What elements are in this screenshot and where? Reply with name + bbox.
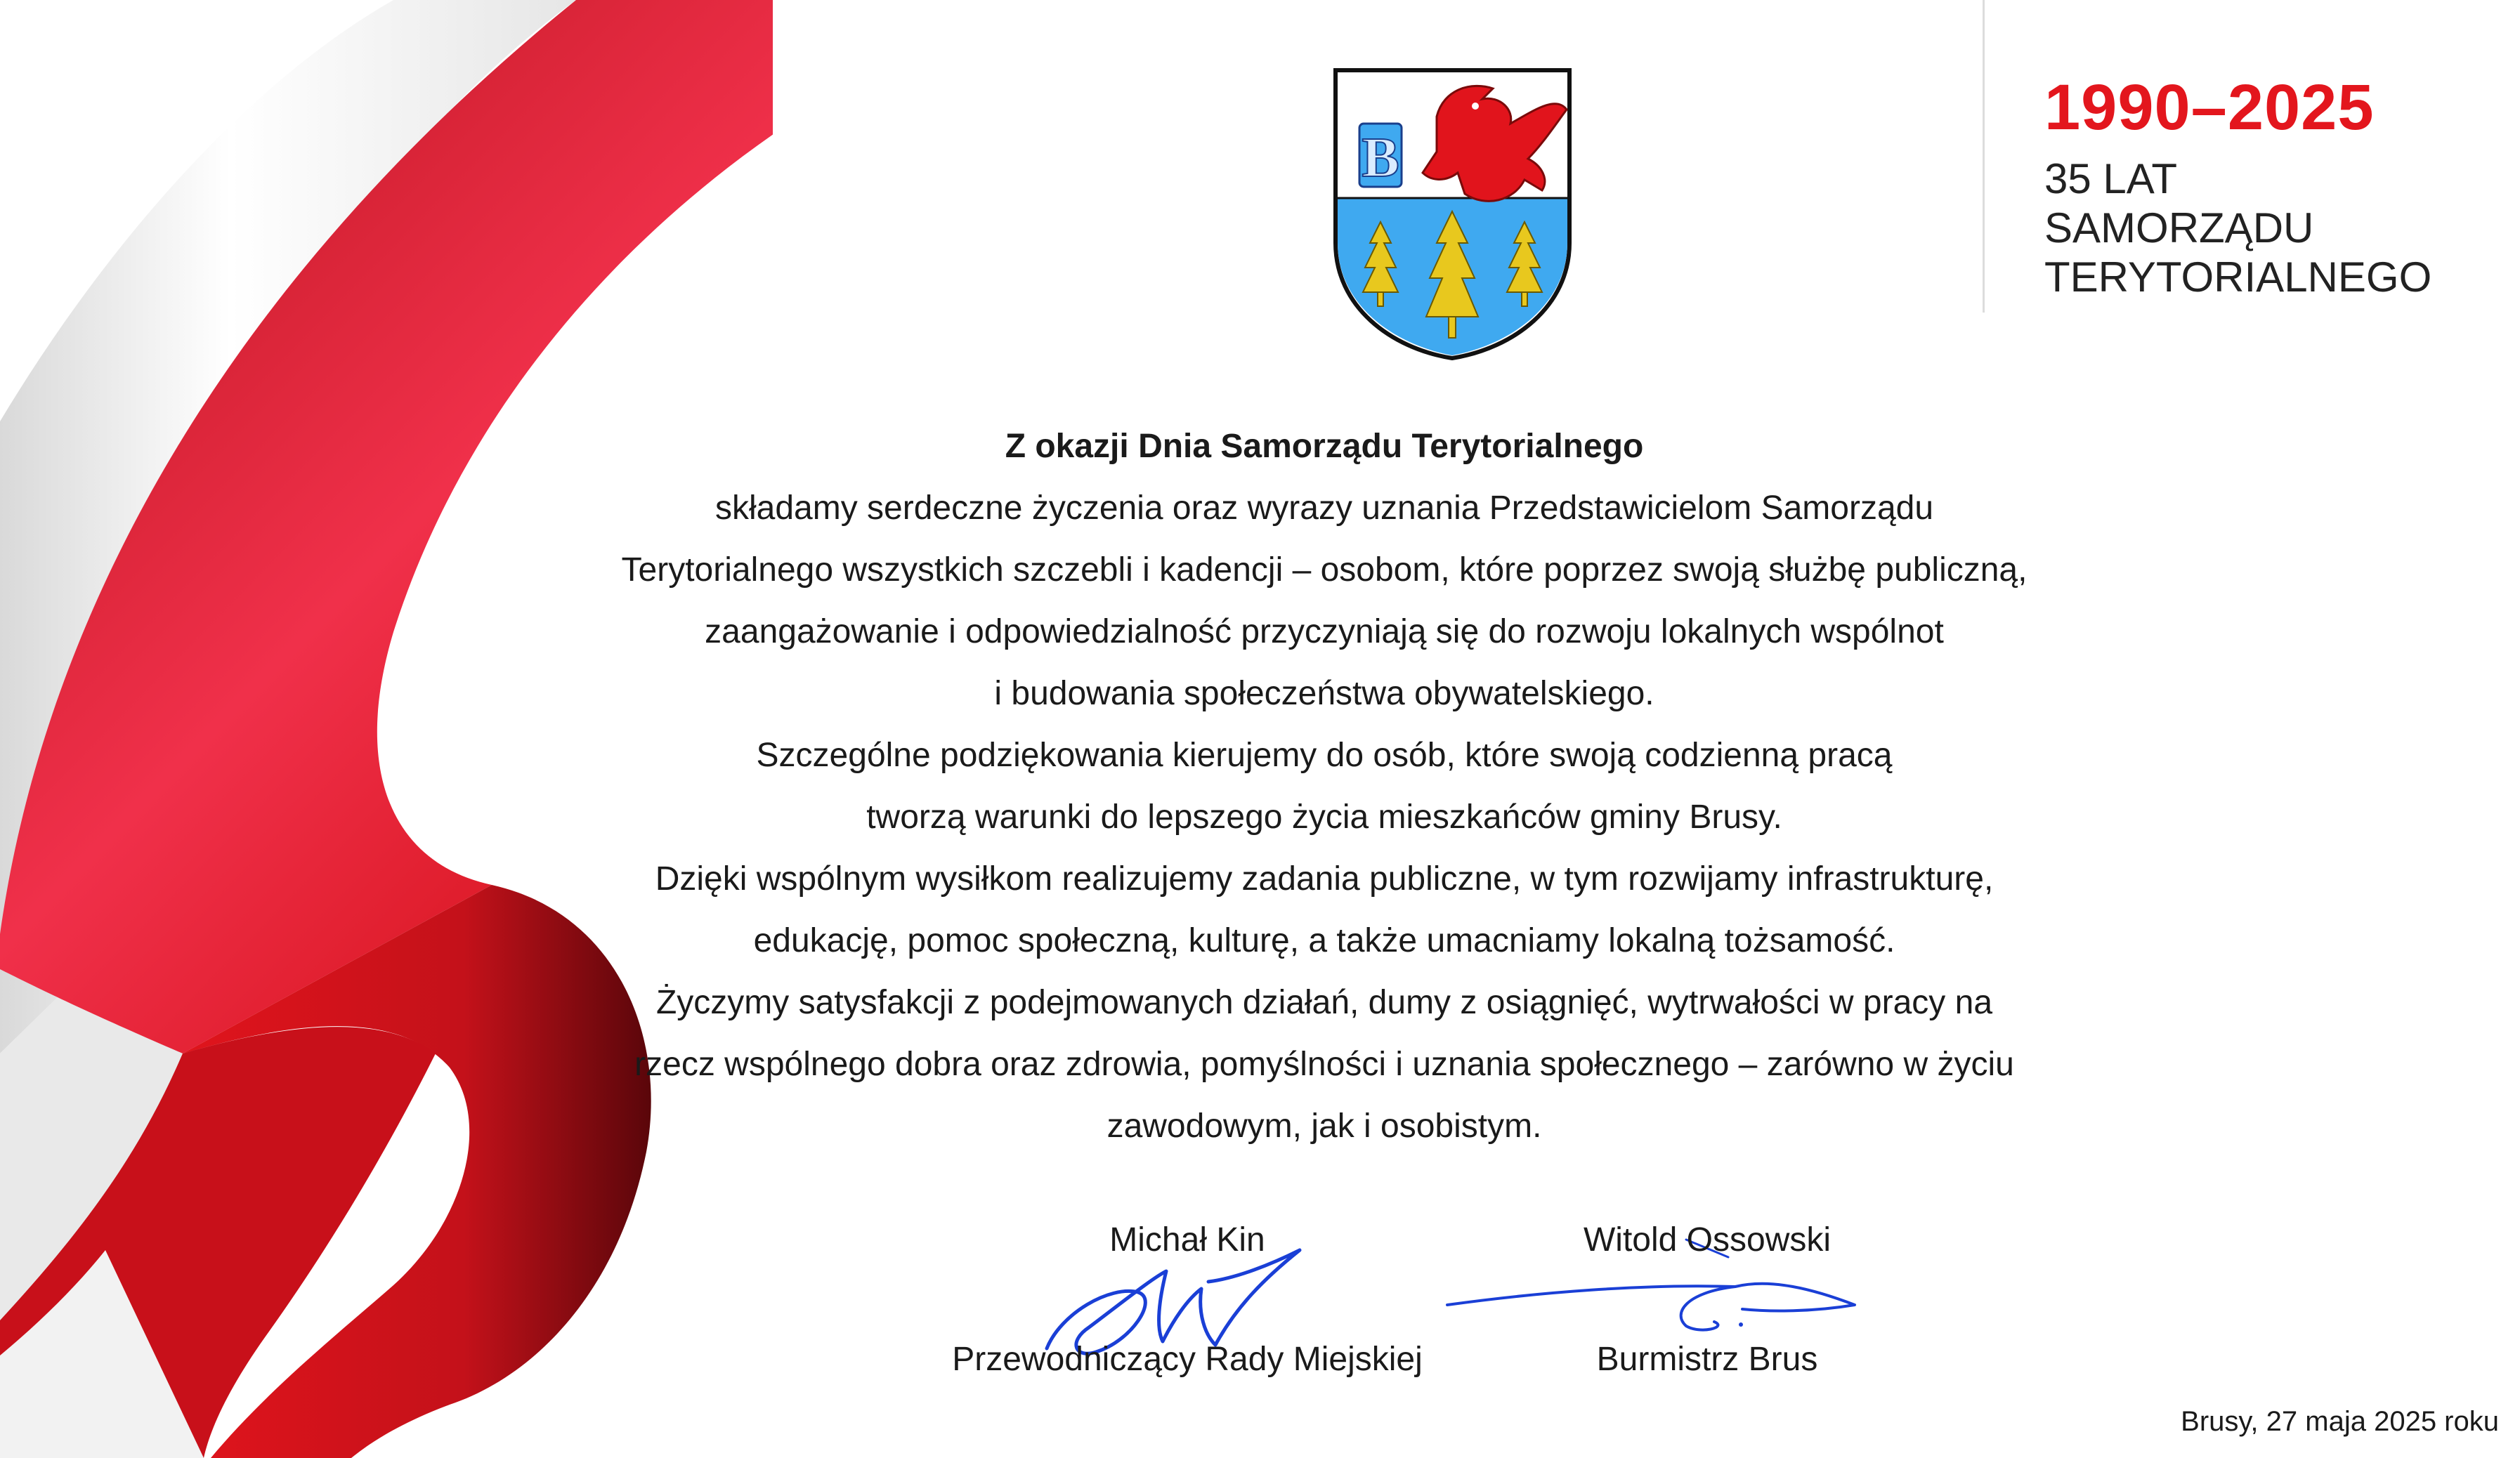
message-line: Szczególne podziękowania kierujemy do osób, które swoją codzienną pracą [756, 737, 1893, 774]
message-line: i budowania społeczeństwa obywatelskiego. [994, 675, 1654, 712]
message-line: rzecz wspólnego dobra oraz zdrowia, pomyślności i uznania społecznego – zarówno w życiu [634, 1046, 2014, 1083]
signatory-name: Michał Kin [1109, 1221, 1265, 1259]
town-coat-of-arms [1331, 67, 1574, 362]
message-line: Terytorialnego wszystkich szczebli i kadencji – osobom, które poprzez swoją służbę publiczną, [621, 551, 2028, 589]
anniversary-block [2044, 74, 2480, 302]
signatory-title: Burmistrz Brus [1596, 1341, 1818, 1378]
message-line: edukację, pomoc społeczną, kulturę, a także umacniamy lokalną tożsamość. [753, 922, 1895, 959]
message-line: tworzą warunki do lepszego życia mieszkańców gminy Brusy. [866, 799, 1782, 836]
svg-text:B: B [1362, 127, 1399, 189]
message-line: zaangażowanie i odpowiedzialność przyczyniają się do rozwoju lokalnych wspólnot [705, 613, 1944, 650]
place-and-date: Brusy, 27 maja 2025 roku [2181, 1406, 2499, 1437]
greeting-message [576, 416, 2072, 1157]
anniversary-line: TERYTORIALNEGO [2044, 253, 2432, 301]
message-line: Dzięki wspólnym wysiłkom realizujemy zadania publiczne, w tym rozwijamy infrastrukturę, [655, 860, 1994, 898]
vertical-divider [1983, 0, 1985, 313]
anniversary-years: 1990–2025 [2044, 72, 2375, 143]
message-line: składamy serdeczne życzenia oraz wyrazy uznania Przedstawicielom Samorządu [714, 490, 1934, 527]
message-line: zawodowym, jak i osobistym. [1106, 1108, 1542, 1145]
anniversary-line: SAMORZĄDU [2044, 204, 2314, 251]
signatory-title: Przewodniczący Rady Miejskiej [952, 1341, 1423, 1378]
anniversary-subtitle [2044, 155, 2480, 302]
message-line: Życzymy satysfakcji z podejmowanych działań, dumy z osiągnięć, wytrwałości w pracy na [655, 984, 1993, 1021]
message-heading: Z okazji Dnia Samorządu Terytorialnego [1005, 428, 1644, 465]
signatory-name: Witold Ossowski [1583, 1221, 1832, 1259]
anniversary-line: 35 LAT [2044, 155, 2177, 202]
